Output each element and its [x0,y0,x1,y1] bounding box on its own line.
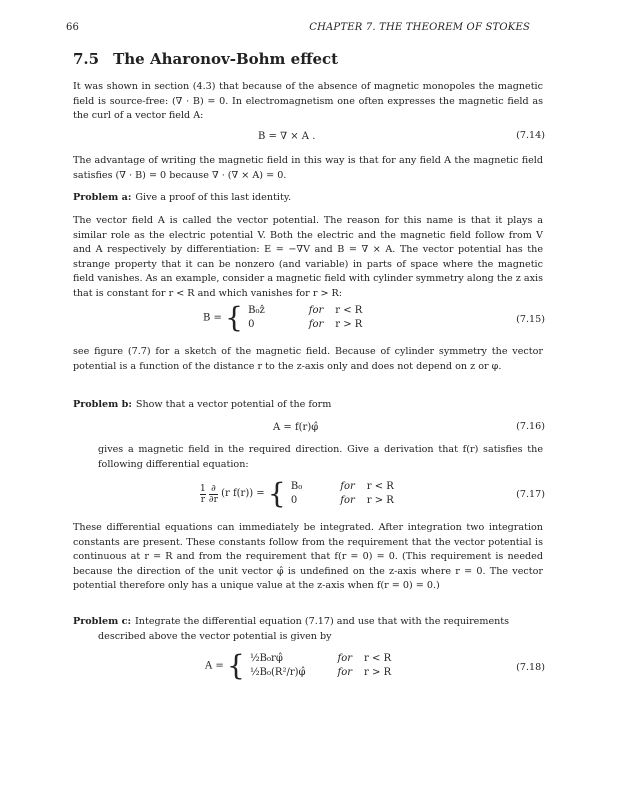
case-1-for: for [340,481,355,492]
cases-table [246,304,372,332]
paragraph-intro: It was shown in section (4.3) that because of the absence of magnetic monopoles the magnetic field is source-free: (∇ · B) = 0. In electromagnetism one often expresses the magnetic field as the curl of a vector field A: [73,81,543,122]
case-1-value: B₀ẑ [248,305,265,316]
equation-number-7-17: (7.17) [516,489,545,500]
section-number: 7.5 [73,50,100,68]
problem-c-text: Integrate the differential equation (7.17) and use that with the requirements [135,616,510,627]
equation-number-7-14: (7.14) [516,130,545,141]
equation-7-15 [203,301,372,334]
case-1-for: for [308,305,324,316]
fraction-partial-r [209,484,218,505]
case-1-for: for [337,653,353,664]
paragraph-vector-potential: The vector field A is called the vector potential. The reason for this name is that it plays a similar role as the electric potential V. Both the electric and the magnetic field follow from V and A respectively by differentiation: E = −∇V and B = ∇ × A. The vector potential has the strange property that it can be nonzero (and variable) in parts of space where the magnetic field vanishes. As an example, consider a magnetic field with cylinder symmetry along the z axis that is constant for r < R and which vanishes for r > R: [73,215,543,299]
case-1-value: B₀ [290,481,303,492]
problem-c-label: Problem c: [73,616,131,627]
problem-b [73,398,331,413]
equation-7-14: B = ∇ × A . [258,131,316,142]
page-number: 66 [66,22,80,33]
equation-7-16: A = f(r)φ̂ [273,422,319,433]
case-2-for: for [340,495,355,506]
section-heading [73,50,338,68]
eq-7-17-mid: (r f(r)) = [221,488,265,499]
case-2-value: ½B₀(R²/r)φ̂ [249,667,306,678]
cases-table [289,480,404,508]
problem-b-text: Show that a vector potential of the form [135,399,332,410]
section-title: The Aharonov-Bohm effect [113,50,339,68]
case-2-cond: r > R [366,495,394,506]
case-1-cond: r < R [335,305,363,316]
frac-den: r [200,494,206,505]
equation-number-7-16: (7.16) [516,421,545,432]
paragraph-integration: These differential equations can immediately be integrated. After integration two integration constants are present. These constants follow from the requirement that the vector potential is continuous at r = R and from the requirement that f(r = 0) = 0. (This requirement is needed because the direction of the unit vector φ̂ is undefined on the z-axis where r = 0. The vector potential therefore only has a unique value at the z-axis when f(r = 0) = 0.) [73,522,543,592]
paragraph-derivation: gives a magnetic field in the required direction. Give a derivation that f(r) satisfies the following differential equation: [98,444,543,470]
equation-7-18 [205,649,401,682]
equation-7-17 [200,477,404,510]
cases-table [248,652,401,680]
equation-number-7-18: (7.18) [516,662,545,673]
case-1-value: ½B₀rφ̂ [249,653,283,664]
left-brace: { [225,301,243,334]
paragraph-described: described above the vector potential is given by [98,631,332,642]
problem-a-label: Problem a: [73,192,132,203]
equation-number-7-15: (7.15) [516,314,545,325]
case-2-for: for [308,319,324,330]
case-2-cond: r > R [335,319,363,330]
case-2-value: 0 [248,319,255,330]
frac-den-2: ∂r [208,494,218,505]
paragraph-advantage: The advantage of writing the magnetic field in this way is that for any field A the magnetic field satisfies (∇ · B) = 0 because ∇ · (∇ × A) = 0. [73,155,543,181]
case-2-cond: r > R [364,667,392,678]
case-2-for: for [337,667,353,678]
eq-7-15-lhs: B = [203,312,222,324]
case-2-value: 0 [290,495,298,506]
eq-7-18-lhs: A = [205,660,224,672]
case-1-cond: r < R [364,653,392,664]
problem-c [73,615,509,630]
fraction-1-over-r [200,484,206,505]
problem-b-label: Problem b: [73,399,132,410]
left-brace: { [226,649,245,682]
case-1-cond: r < R [366,481,394,492]
paragraph-cylinder: see figure (7.7) for a sketch of the magnetic field. Because of cylinder symmetry the vector potential is a function of the distance r to the z-axis only and does not depend on z or φ. [73,346,543,372]
left-brace: { [267,477,286,510]
problem-a [73,191,291,206]
frac-num-2: ∂ [211,483,216,494]
running-head: CHAPTER 7. THE THEOREM OF STOKES [309,22,530,33]
frac-num: 1 [200,483,206,494]
problem-a-text: Give a proof of this last identity. [135,192,292,203]
